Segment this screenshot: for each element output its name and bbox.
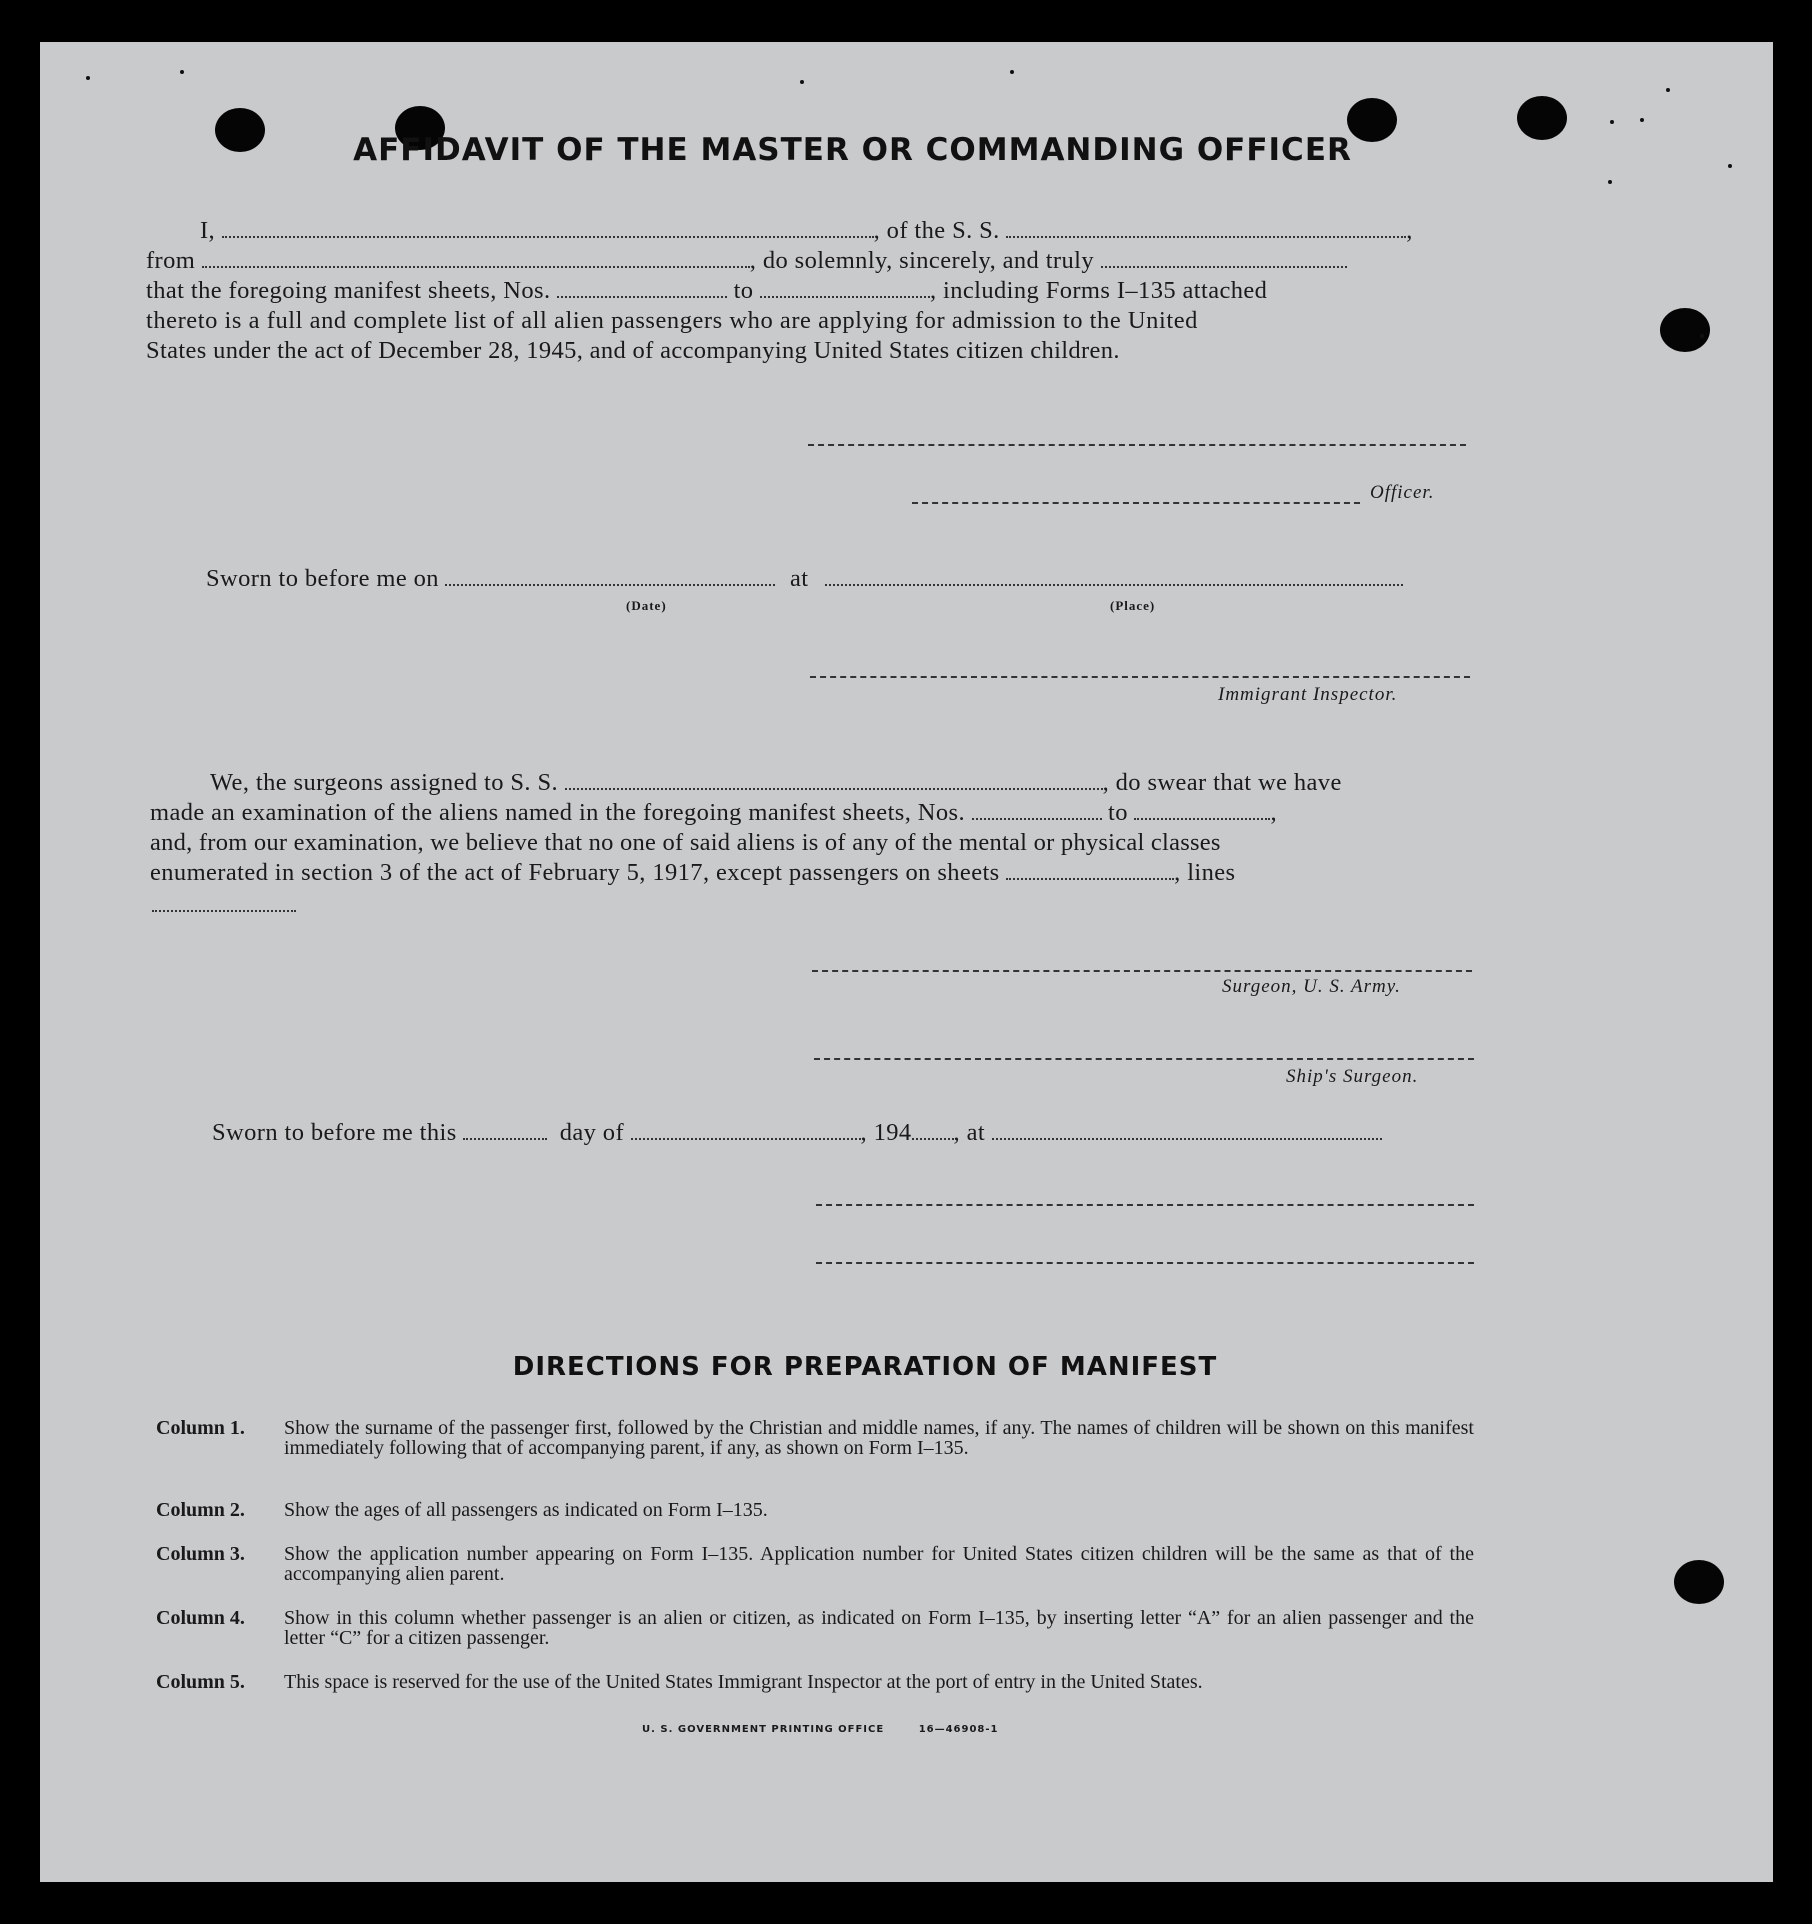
text: , at bbox=[953, 1119, 986, 1146]
punch-hole bbox=[1674, 1560, 1724, 1604]
column-number: Column 3. bbox=[156, 1543, 245, 1565]
form-code: 16—46908-1 bbox=[918, 1724, 999, 1735]
text: , including Forms I–135 attached bbox=[929, 277, 1268, 304]
speck bbox=[1666, 88, 1670, 92]
master-line-5: States under the act of December 28, 1945, and of accompanying United States citizen children. bbox=[146, 337, 1120, 364]
exam-sheet-to-field[interactable] bbox=[1134, 802, 1270, 820]
text: We, the surgeons assigned to S. S. bbox=[210, 769, 559, 796]
directions-title: DIRECTIONS FOR PREPARATION OF MANIFEST bbox=[512, 1352, 1218, 1382]
form-page bbox=[40, 42, 1773, 1882]
sheet-to-field[interactable] bbox=[760, 280, 930, 298]
sworn-year-field[interactable] bbox=[912, 1122, 954, 1140]
master-line-4: thereto is a full and complete list of all alien passengers who are applying for admission to the United bbox=[146, 307, 1198, 334]
inspector-signature-line[interactable] bbox=[810, 676, 1470, 678]
text: enumerated in section 3 of the act of February 5, 1917, except passengers on sheets bbox=[150, 859, 1000, 886]
master-line-1 bbox=[200, 216, 1413, 246]
army-surgeon-signature-line[interactable] bbox=[812, 970, 1472, 972]
except-sheets-field[interactable] bbox=[1006, 862, 1174, 880]
text: to bbox=[1108, 799, 1128, 826]
sworn-location-field[interactable] bbox=[992, 1122, 1382, 1140]
officer-name-field[interactable] bbox=[222, 220, 874, 238]
speck bbox=[1610, 120, 1614, 124]
sworn-place-field[interactable] bbox=[825, 568, 1403, 586]
oath-field[interactable] bbox=[1101, 250, 1347, 268]
form-title: AFFIDAVIT OF THE MASTER OR COMMANDING OFFICER bbox=[353, 132, 1352, 168]
except-lines-field[interactable] bbox=[152, 910, 296, 912]
column-number: Column 2. bbox=[156, 1499, 245, 1521]
direction-row bbox=[156, 1608, 1486, 1650]
signature-line[interactable] bbox=[816, 1262, 1474, 1264]
ship-surgeon-label: Ship's Surgeon. bbox=[1286, 1066, 1419, 1087]
text: from bbox=[146, 247, 196, 274]
ship-surgeon-signature-line[interactable] bbox=[814, 1058, 1474, 1060]
text: , bbox=[1406, 217, 1413, 244]
sworn-line-2 bbox=[212, 1118, 1382, 1148]
text: at bbox=[790, 565, 809, 592]
signature-line[interactable] bbox=[816, 1204, 1474, 1206]
text: , 194 bbox=[860, 1119, 912, 1146]
punch-hole bbox=[1660, 308, 1710, 352]
exam-sheet-from-field[interactable] bbox=[972, 802, 1102, 820]
master-line-3 bbox=[146, 276, 1267, 306]
speck bbox=[180, 70, 184, 74]
sworn-line-1 bbox=[206, 564, 1403, 594]
speck bbox=[1700, 334, 1704, 338]
sworn-month-field[interactable] bbox=[631, 1122, 861, 1140]
direction-text: Show the ages of all passengers as indicated on Form I–135. bbox=[284, 1499, 768, 1521]
text: made an examination of the aliens named in the foregoing manifest sheets, Nos. bbox=[150, 799, 965, 826]
column-number: Column 4. bbox=[156, 1607, 245, 1629]
direction-text: Show the application number appearing on Form I–135. Application number for United States citizen children will be the same as that of the accompanying alien parent. bbox=[284, 1543, 1474, 1585]
master-line-2 bbox=[146, 246, 1347, 276]
surgeon-ship-field[interactable] bbox=[565, 772, 1103, 790]
text: Sworn to before me on bbox=[206, 565, 439, 592]
speck bbox=[1608, 180, 1612, 184]
from-port-field[interactable] bbox=[202, 250, 750, 268]
column-number: Column 1. bbox=[156, 1417, 245, 1439]
sworn-date-field[interactable] bbox=[445, 568, 775, 586]
text: , lines bbox=[1174, 859, 1236, 886]
inspector-label: Immigrant Inspector. bbox=[1218, 684, 1398, 705]
place-label: (Place) bbox=[1110, 598, 1156, 613]
surgeons-line-3: and, from our examination, we believe that no one of said aliens is of any of the mental or physical classes bbox=[150, 829, 1221, 856]
text: I, bbox=[200, 217, 216, 244]
text: , do solemnly, sincerely, and truly bbox=[749, 247, 1094, 274]
speck bbox=[86, 76, 90, 80]
army-surgeon-label: Surgeon, U. S. Army. bbox=[1222, 976, 1401, 997]
direction-row bbox=[156, 1418, 1486, 1478]
direction-row bbox=[156, 1544, 1486, 1586]
speck bbox=[800, 80, 804, 84]
speck bbox=[1640, 118, 1644, 122]
sworn-day-field[interactable] bbox=[463, 1122, 547, 1140]
text: , do swear that we have bbox=[1102, 769, 1342, 796]
text: , of the S. S. bbox=[873, 217, 1000, 244]
surgeons-line-1 bbox=[210, 768, 1342, 798]
direction-row bbox=[156, 1500, 1486, 1522]
speck bbox=[1728, 164, 1732, 168]
text: , bbox=[1270, 799, 1277, 826]
surgeons-line-2 bbox=[150, 798, 1277, 828]
direction-row bbox=[156, 1672, 1486, 1714]
date-label: (Date) bbox=[626, 598, 667, 613]
sheet-from-field[interactable] bbox=[557, 280, 727, 298]
text: day of bbox=[559, 1119, 625, 1146]
officer-signature-line[interactable] bbox=[808, 444, 1466, 446]
surgeons-line-4 bbox=[150, 858, 1235, 888]
text: Sworn to before me this bbox=[212, 1119, 457, 1146]
column-number: Column 5. bbox=[156, 1671, 245, 1693]
direction-text: Show in this column whether passenger is an alien or citizen, as indicated on Form I–135, by inserting letter “A” for an alien passenger and the letter “C” for a citizen passenger. bbox=[284, 1607, 1474, 1649]
printer-imprint bbox=[642, 1724, 999, 1735]
officer-label: Officer. bbox=[1370, 482, 1435, 503]
ship-name-field[interactable] bbox=[1006, 220, 1406, 238]
officer-title-line[interactable] bbox=[912, 502, 1360, 504]
speck bbox=[1010, 70, 1014, 74]
direction-text: Show the surname of the passenger first, followed by the Christian and middle names, if any. The names of children will be shown on this manifest immediately following that of accompanying parent, if any, as shown on Form I–135. bbox=[284, 1417, 1474, 1459]
direction-text: This space is reserved for the use of the United States Immigrant Inspector at the port of entry in the United States. bbox=[284, 1671, 1203, 1693]
text: to bbox=[733, 277, 754, 304]
printer-name: U. S. GOVERNMENT PRINTING OFFICE bbox=[642, 1724, 885, 1735]
text: that the foregoing manifest sheets, Nos. bbox=[146, 277, 551, 304]
